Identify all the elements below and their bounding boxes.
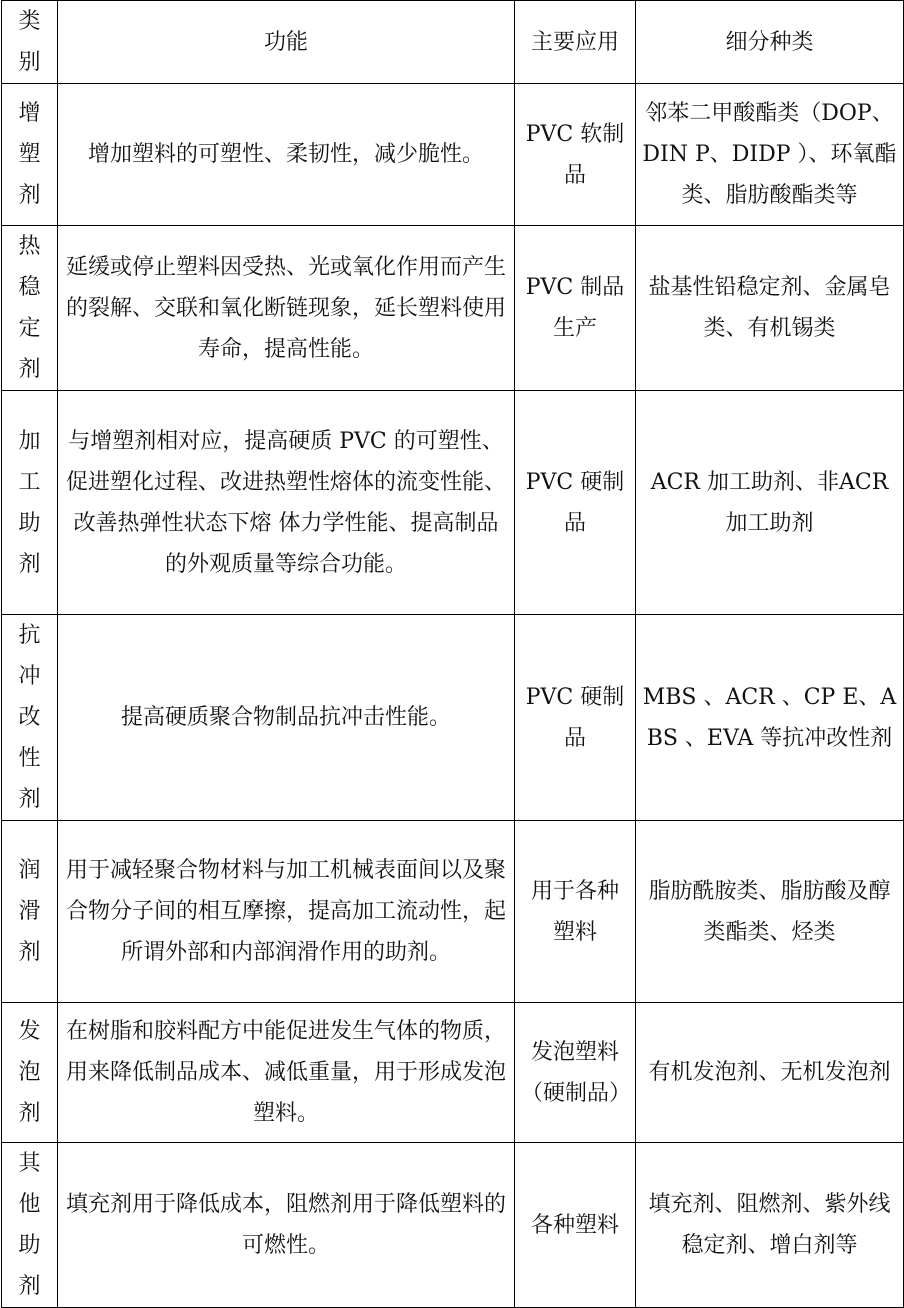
- cell-category: 热稳定剂: [2, 226, 58, 391]
- cell-application: PVC 软制品: [515, 84, 636, 226]
- cell-function: 延缓或停止塑料因受热、光或氧化作用而产生的裂解、交联和氧化断链现象，延长塑料使用寿命，提高性能。: [58, 226, 515, 391]
- header-application: 主要应用: [515, 1, 636, 84]
- header-category: 类别: [2, 1, 58, 84]
- cell-application: 发泡塑料（硬制品）: [515, 1003, 636, 1143]
- cell-category: 抗冲改性剂: [2, 615, 58, 821]
- cell-application: PVC 硬制品: [515, 615, 636, 821]
- cell-application: PVC 硬制品: [515, 391, 636, 615]
- table-row: [2, 226, 904, 391]
- plastic-additives-table: [1, 0, 904, 1308]
- header-row: [2, 1, 904, 84]
- cell-category: 其他助剂: [2, 1143, 58, 1308]
- cell-subtypes: 盐基性铅稳定剂、金属皂类、有机锡类: [636, 226, 904, 391]
- table-row: [2, 1143, 904, 1308]
- cell-function: 填充剂用于降低成本，阻燃剂用于降低塑料的可燃性。: [58, 1143, 515, 1308]
- cell-category: 加工助剂: [2, 391, 58, 615]
- header-subtypes: 细分种类: [636, 1, 904, 84]
- cell-function: 在树脂和胶料配方中能促进发生气体的物质，用来降低制品成本、减低重量，用于形成发泡塑料。: [58, 1003, 515, 1143]
- cell-application: 用于各种塑料: [515, 821, 636, 1003]
- cell-category: 增塑剂: [2, 84, 58, 226]
- table-row: [2, 84, 904, 226]
- table-row: [2, 615, 904, 821]
- header-function: 功能: [58, 1, 515, 84]
- cell-category: 润滑剂: [2, 821, 58, 1003]
- cell-function: 与增塑剂相对应，提高硬质 PVC 的可塑性、促进塑化过程、改进热塑性熔体的流变性能、改善热弹性状态下熔 体力学性能、提高制品的外观质量等综合功能。: [58, 391, 515, 615]
- table-row: [2, 1003, 904, 1143]
- cell-subtypes: ACR 加工助剂、非ACR加工助剂: [636, 391, 904, 615]
- cell-subtypes: MBS 、ACR 、CP E、ABS 、EVA 等抗冲改性剂: [636, 615, 904, 821]
- cell-subtypes: 脂肪酰胺类、脂肪酸及醇类酯类、烃类: [636, 821, 904, 1003]
- cell-subtypes: 有机发泡剂、无机发泡剂: [636, 1003, 904, 1143]
- cell-subtypes: 邻苯二甲酸酯类（DOP、DIN P、DIDP ）、环氧酯类、脂肪酸酯类等: [636, 84, 904, 226]
- table-row: [2, 391, 904, 615]
- cell-application: 各种塑料: [515, 1143, 636, 1308]
- cell-category: 发泡剂: [2, 1003, 58, 1143]
- cell-application: PVC 制品生产: [515, 226, 636, 391]
- cell-function: 用于减轻聚合物材料与加工机械表面间以及聚合物分子间的相互摩擦，提高加工流动性，起所谓外部和内部润滑作用的助剂。: [58, 821, 515, 1003]
- cell-subtypes: 填充剂、阻燃剂、紫外线稳定剂、增白剂等: [636, 1143, 904, 1308]
- table-row: [2, 821, 904, 1003]
- cell-function: 提高硬质聚合物制品抗冲击性能。: [58, 615, 515, 821]
- cell-function: 增加塑料的可塑性、柔韧性，减少脆性。: [58, 84, 515, 226]
